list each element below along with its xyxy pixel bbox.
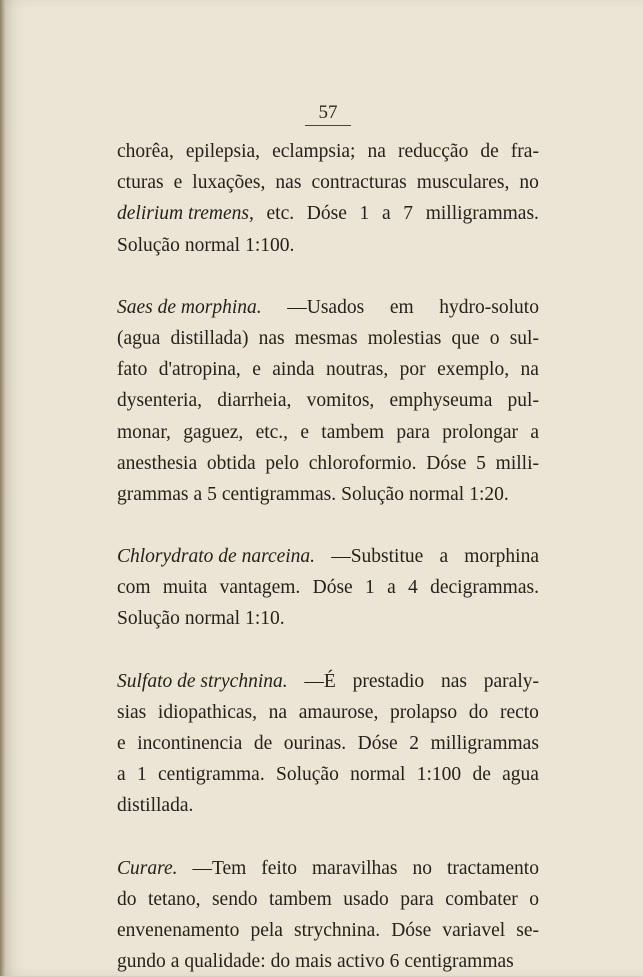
word: milligrammas. [425,203,539,225]
word: muita [162,577,208,599]
word: na [367,141,386,162]
text-line [117,572,539,603]
word: gundo [117,951,166,973]
word: vantagem. [219,577,301,599]
word: distillada) [170,327,249,349]
text-line [117,853,539,884]
paragraph-gap [117,261,539,292]
word: incontinencia [137,733,243,754]
word: Dóse [312,577,353,599]
word: epilepsia, [185,141,261,162]
word: tambem [321,421,385,443]
word: feito [261,857,298,879]
word: no [412,857,432,879]
word: envenenamento [117,919,240,941]
word: e [117,733,126,754]
word: cturas [117,172,164,194]
word: Dóse [391,919,432,941]
word: 5 [476,452,486,474]
word: Dóse [426,452,467,474]
paragraph-gap [117,510,539,541]
word: Solução [341,483,404,505]
word: amaurose, [298,701,379,723]
word: 5 [207,483,217,505]
text-line [117,884,539,915]
word: mais [295,951,332,973]
word: a [117,764,126,786]
word: para [400,888,434,910]
word: para [396,421,430,443]
word: na [520,359,539,381]
body-text [117,136,539,977]
word: pela [250,919,283,941]
word: e [173,172,183,194]
word: 1 [365,577,375,599]
word: delirium tremens, [117,203,254,225]
word: contracturas [311,172,407,194]
word: normal [184,608,241,630]
word: na [268,701,288,723]
word: normal [408,483,465,505]
word: prolongar [442,421,519,443]
word: por [399,359,426,381]
word: molestias [367,327,442,349]
word: Dóse [306,203,347,225]
word: a [193,483,203,505]
word: em [389,296,414,318]
text-line [117,323,539,354]
text-line [117,790,539,821]
word: chorêa, [117,141,174,162]
word: emphyseuma [389,390,493,412]
word: musculares, [416,172,510,194]
word: activo [336,951,385,973]
word: 7 [403,203,414,225]
word: agua [502,764,539,786]
word: 1:10. [245,608,285,630]
word: centigrammas [404,951,514,973]
word: fra- [510,141,539,162]
word: tractamento [446,857,539,879]
word: decigrammas. [430,577,539,599]
word: normal [184,234,241,256]
word: recto [499,701,539,723]
word: chloroformio. [308,452,417,474]
word: nas [275,172,302,194]
word: exemplo, [437,359,510,381]
word: —É [304,670,336,692]
word: strychnina. [294,919,381,941]
word: ourinas. [283,733,347,754]
word: milligrammas [430,733,539,754]
word: —Usados [287,296,365,318]
word: vomitos, [306,390,375,412]
word: a [530,421,539,443]
word: do [468,701,489,723]
page-binding-edge [0,0,6,976]
text-line [117,417,539,448]
word: eclampsia; [272,141,356,162]
word: do [270,951,291,973]
paragraph [117,853,539,977]
word: Solução [117,608,180,630]
text-line [117,728,539,759]
word: variavel [442,919,506,941]
word: etc. [266,203,295,225]
text-line [117,915,539,946]
word: grammas [117,483,189,505]
page-number: 57 [305,102,351,126]
text-line [117,946,539,977]
paragraph [117,292,539,510]
word: Dóse [357,733,398,754]
word: a [381,203,391,225]
word: tetano, [147,888,201,910]
word: monar, [117,421,171,443]
word: de [480,141,499,162]
paragraph-gap [117,822,539,853]
word: dysenteria, [117,390,203,412]
word: sias [117,701,147,723]
word: hydro-soluto [439,296,539,318]
text-line [117,541,539,572]
word: luxações, [192,172,266,194]
word: no [519,172,539,194]
word: e [252,359,261,381]
word: a [170,951,180,973]
word: noutras, [325,359,389,381]
text-line [117,448,539,479]
word: o [529,888,539,910]
word: Sulfato de strychnina. [117,670,288,692]
word: combater [445,888,518,910]
word: nas [440,670,467,692]
word: que [451,327,480,349]
word: sul- [509,327,539,349]
paragraph-gap [117,635,539,666]
word: gaguez, [183,421,244,443]
word: 1:20. [469,483,509,505]
word: —Substitue [331,546,424,568]
word: fato [117,359,148,381]
word: a [439,546,449,568]
text-line [117,759,539,790]
word: e [300,421,309,443]
word: idiopathicas, [157,701,258,723]
word: obtida [206,452,256,474]
text-line [117,354,539,385]
text-line [117,479,539,510]
word: pul- [507,390,539,412]
text-line [117,167,539,198]
word: Saes de morphina. [117,296,262,318]
word: diarrheia, [217,390,292,412]
word: morphina [464,546,539,568]
word: 1:100. [245,234,295,256]
word: reducção [397,141,469,162]
word: ainda [272,359,315,381]
word: 1 [359,203,370,225]
word: pelo [265,452,299,474]
word: sendo [211,888,258,910]
word: —Tem [192,857,247,879]
word: centigramma. [158,764,265,786]
word: distillada. [117,795,194,817]
word: maravilhas [311,857,398,879]
text-line [117,603,539,634]
word: 2 [409,733,420,754]
word: centigrammas. [221,483,337,505]
word: nas [258,327,285,349]
word: Solução [276,764,339,786]
word: 4 [408,577,418,599]
word: paraly- [483,670,539,692]
word: usado [343,888,389,910]
word: com [117,577,151,599]
text-line [117,666,539,697]
word: prestadio [352,670,425,692]
word: etc., [255,421,289,443]
word: 1:100 [416,764,462,786]
text-line [117,292,539,323]
text-line [117,136,539,167]
word: Solução [117,234,180,256]
word: a [387,577,396,599]
paragraph [117,541,539,635]
word: de [253,733,273,754]
word: do [117,888,137,910]
word: mesmas [294,327,358,349]
word: de [472,764,491,786]
word: prolapso [389,701,458,723]
word: 6 [389,951,400,973]
text-line [117,385,539,416]
paragraph [117,666,539,822]
text-line [117,697,539,728]
word: 1 [136,764,147,786]
word: milli- [495,452,539,474]
word: anesthesia [117,452,198,474]
word: se- [516,919,539,941]
word: Chlorydrato de narceina. [117,546,316,568]
text-line [117,230,539,261]
text-line [117,198,539,229]
word: o [489,327,500,349]
word: d'atropina, [158,359,241,381]
word: Curare. [117,857,178,879]
word: normal [350,764,406,786]
word: tambem [268,888,332,910]
paragraph [117,136,539,261]
word: (agua [117,327,161,349]
word: qualidade: [184,951,266,973]
